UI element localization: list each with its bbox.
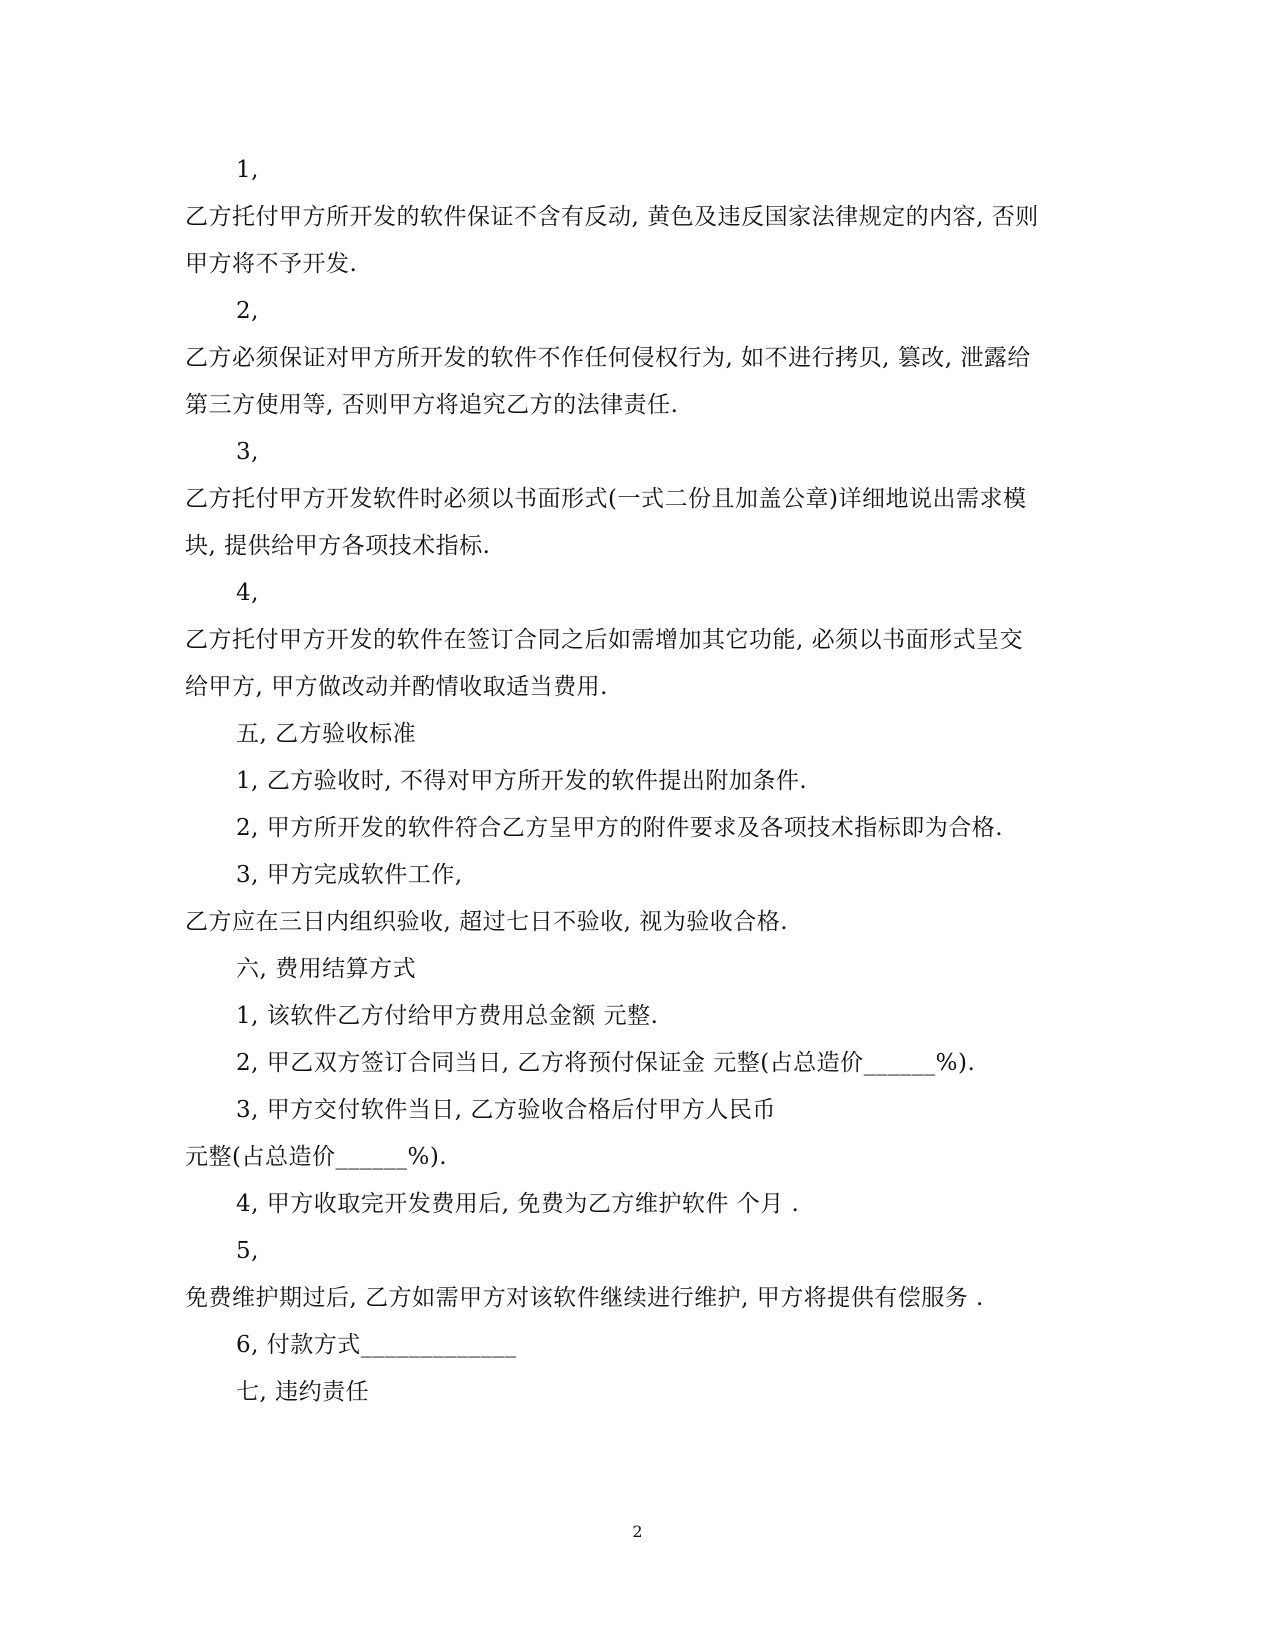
- paragraph-line: 甲方将不予开发.: [185, 251, 358, 277]
- paragraph-line: 乙方托付甲方所开发的软件保证不含有反动, 黄色及违反国家法律规定的内容, 否则: [185, 204, 1039, 230]
- section-heading-acceptance: 五, 乙方验收标准: [236, 721, 417, 747]
- clause-number-5: 5,: [236, 1238, 259, 1264]
- paragraph-line: 4, 甲方收取完开发费用后, 免费为乙方维护软件 个月 .: [236, 1191, 800, 1217]
- paragraph-line: 乙方应在三日内组织验收, 超过七日不验收, 视为验收合格.: [185, 909, 789, 935]
- paragraph-line: 1, 乙方验收时, 不得对甲方所开发的软件提出附加条件.: [236, 768, 808, 794]
- paragraph-line: 乙方托付甲方开发的软件在签订合同之后如需增加其它功能, 必须以书面形式呈交: [185, 627, 1024, 653]
- paragraph-line: 乙方必须保证对甲方所开发的软件不作任何侵权行为, 如不进行拷贝, 篡改, 泄露给: [185, 345, 1031, 371]
- paragraph-line: 乙方托付甲方开发软件时必须以书面形式(一式二份且加盖公章)详细地说出需求模: [185, 486, 1027, 512]
- clause-number-2: 2,: [236, 298, 259, 324]
- paragraph-line: 3, 甲方交付软件当日, 乙方验收合格后付甲方人民币: [236, 1097, 776, 1123]
- paragraph-line: 6, 付款方式_____________: [236, 1332, 517, 1358]
- paragraph-line: 2, 甲乙双方签订合同当日, 乙方将预付保证金 元整(占总造价______%).: [236, 1050, 976, 1076]
- clause-number-1: 1,: [236, 157, 259, 183]
- clause-number-3: 3,: [236, 439, 259, 465]
- paragraph-line: 免费维护期过后, 乙方如需甲方对该软件继续进行维护, 甲方将提供有偿服务 .: [185, 1285, 984, 1311]
- paragraph-line: 1, 该软件乙方付给甲方费用总金额 元整.: [236, 1003, 659, 1029]
- paragraph-line: 块, 提供给甲方各项技术指标.: [185, 533, 491, 559]
- paragraph-line: 2, 甲方所开发的软件符合乙方呈甲方的附件要求及各项技术指标即为合格.: [236, 815, 1004, 841]
- page-number: 2: [632, 1522, 643, 1541]
- section-heading-liability: 七, 违约责任: [236, 1379, 370, 1405]
- clause-number-4: 4,: [236, 580, 259, 606]
- section-heading-payment: 六, 费用结算方式: [236, 956, 417, 982]
- paragraph-line: 给甲方, 甲方做改动并酌情收取适当费用.: [185, 674, 608, 700]
- paragraph-line: 第三方使用等, 否则甲方将追究乙方的法律责任.: [185, 392, 679, 418]
- paragraph-line: 3, 甲方完成软件工作,: [236, 862, 463, 888]
- paragraph-line: 元整(占总造价______%).: [185, 1144, 448, 1170]
